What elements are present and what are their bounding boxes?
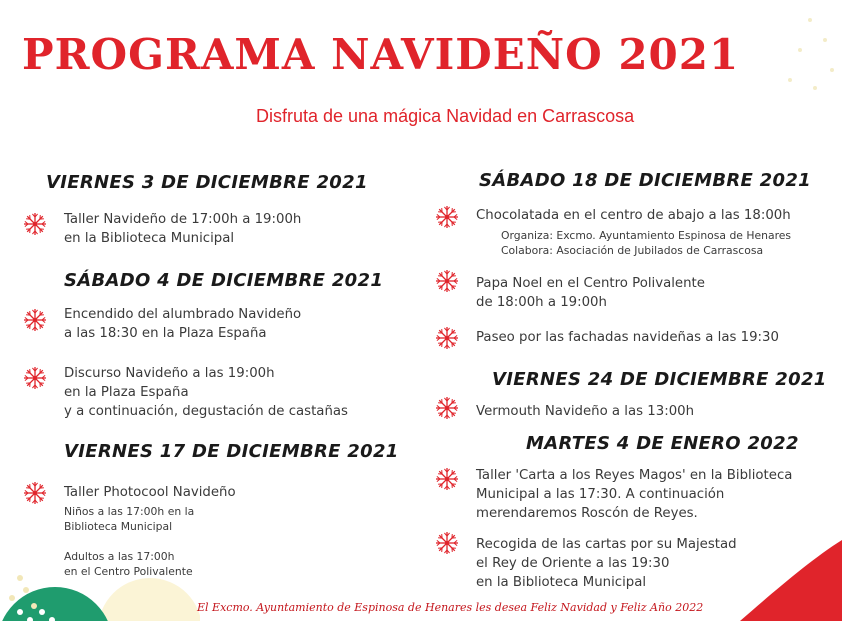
page-subtitle: Disfruta de una mágica Navidad en Carrascosa: [256, 106, 635, 126]
day-heading: VIERNES 3 DE DICIEMBRE 2021: [46, 172, 368, 193]
snowflake-icon: [434, 325, 460, 351]
day-heading: SÁBADO 4 DE DICIEMBRE 2021: [64, 270, 384, 291]
snowflake-icon: [22, 307, 48, 333]
event-text: Discurso Navideño a las 19:00h en la Plaza España y a continuación, degustación de castañas: [64, 366, 348, 419]
snowflake-icon: [434, 204, 460, 230]
snowflake-icon: [22, 365, 48, 391]
event-text: Taller Navideño de 17:00h a 19:00h en la Biblioteca Municipal: [64, 212, 302, 246]
event-text: Papa Noel en el Centro Polivalente de 18:00h a 19:00h: [476, 276, 705, 310]
event-text: Recogida de las cartas por su Majestad el Rey de Oriente a las 19:30 en la Biblioteca Municipal: [476, 537, 737, 590]
event-text: Chocolatada en el centro de abajo a las 18:00h: [476, 208, 791, 223]
event-text: Taller 'Carta a los Reyes Magos' en la Biblioteca Municipal a las 17:30. A continuación merendaremos Roscón de Reyes.: [476, 468, 793, 521]
footer-greeting: El Excmo. Ayuntamiento de Espinosa de Henares les desea Feliz Navidad y Feliz Año 2022: [197, 601, 704, 614]
day-heading: VIERNES 24 DE DICIEMBRE 2021: [492, 369, 827, 390]
snowflake-icon: [434, 268, 460, 294]
day-heading: MARTES 4 DE ENERO 2022: [526, 433, 799, 454]
event-detail: Organiza: Excmo. Ayuntamiento Espinosa de Henares Colabora: Asociación de Jubilados de Carrascosa: [501, 229, 792, 257]
event-text: Paseo por las fachadas navideñas a las 19:30: [476, 330, 779, 345]
event-detail: Adultos a las 17:00h en el Centro Polivalente: [64, 550, 193, 578]
event-text: Vermouth Navideño a las 13:00h: [476, 404, 695, 419]
snowflake-icon: [434, 530, 460, 556]
snowflake-icon: [22, 211, 48, 237]
snowflake-icon: [22, 480, 48, 506]
snowflake-icon: [434, 395, 460, 421]
day-heading: VIERNES 17 DE DICIEMBRE 2021: [64, 441, 399, 462]
event-text: Encendido del alumbrado Navideño a las 18:30 en la Plaza España: [64, 307, 302, 341]
day-heading: SÁBADO 18 DE DICIEMBRE 2021: [479, 170, 811, 191]
event-detail: Niños a las 17:00h en la Biblioteca Municipal: [64, 505, 195, 533]
page-title: PROGRAMA NAVIDEÑO 2021: [22, 30, 740, 79]
snowflake-icon: [434, 466, 460, 492]
event-text: Taller Photocool Navideño: [64, 485, 236, 500]
